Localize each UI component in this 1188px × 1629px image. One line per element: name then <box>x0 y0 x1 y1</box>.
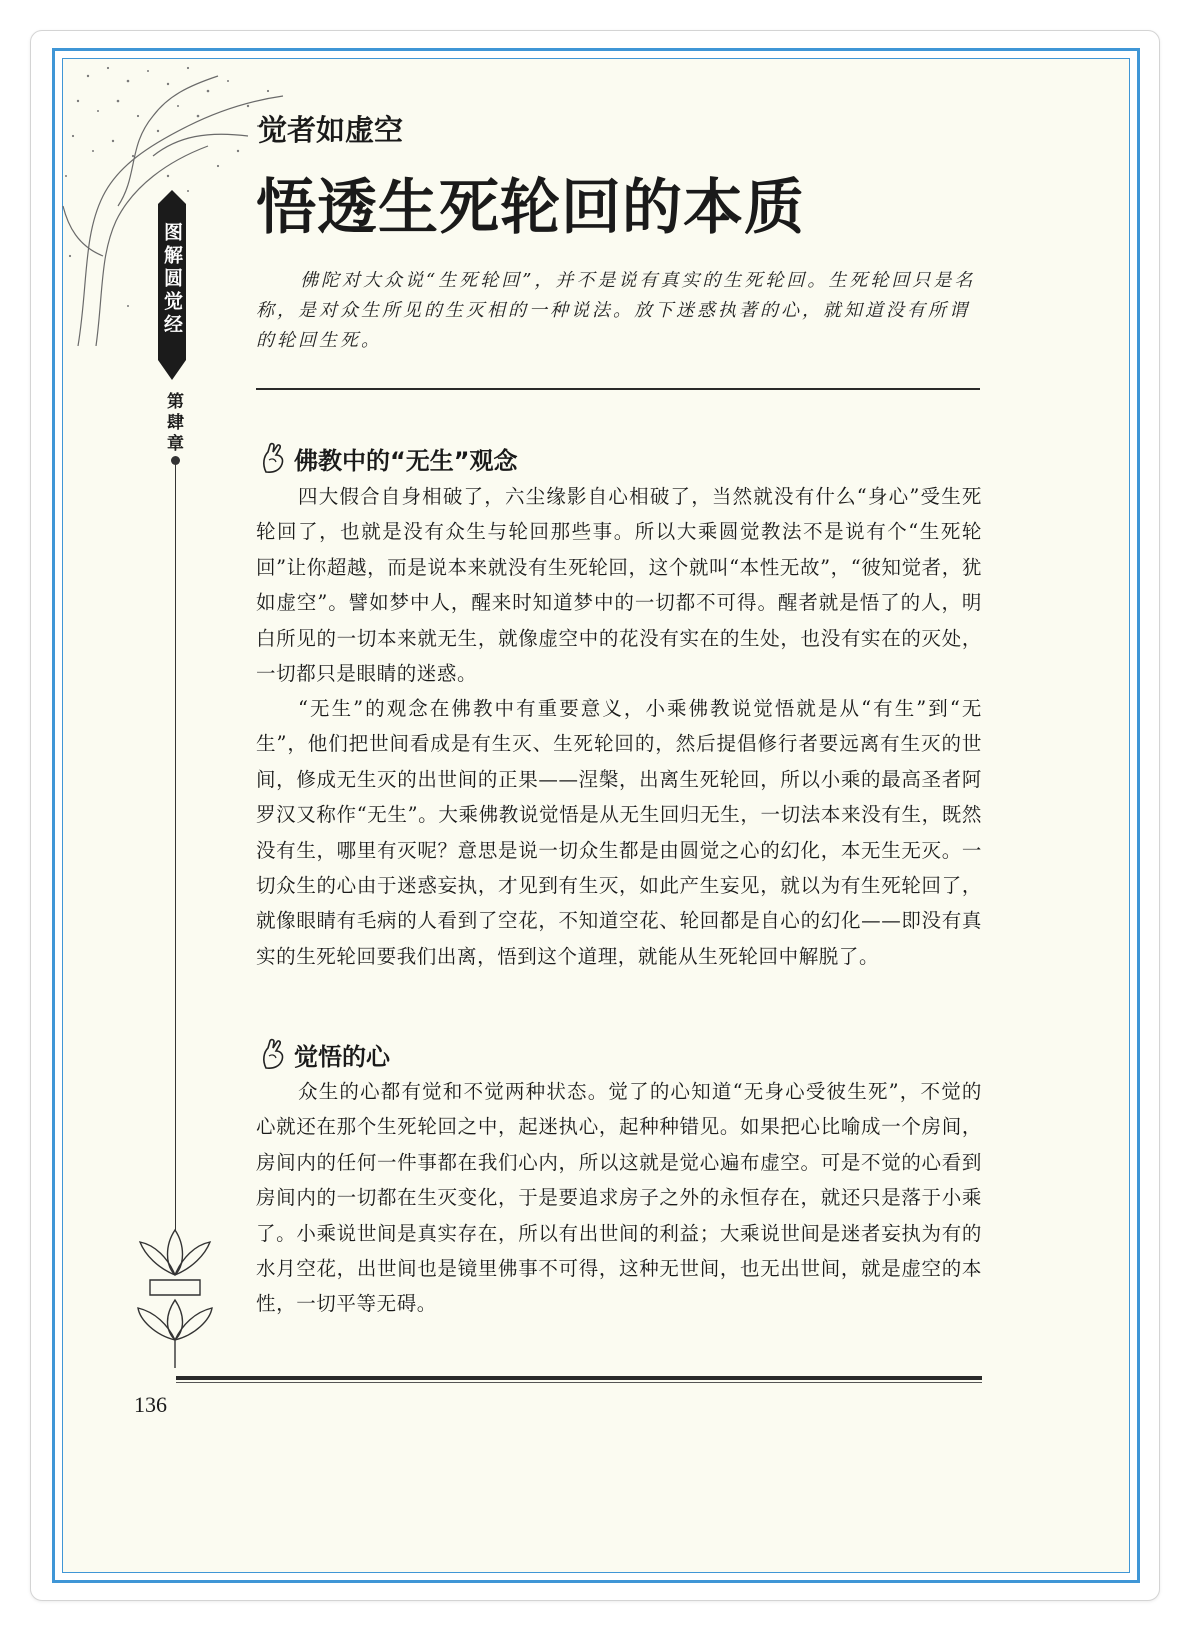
intro-paragraph: 佛陀对大众说“生死轮回”，并不是说有真实的生死轮回。生死轮回只是名称，是对众生所见的生灭相的一种说法。放下迷惑执著的心，就知道没有所谓的轮回生死。 <box>256 270 976 351</box>
divider <box>256 388 980 390</box>
hand-icon <box>258 442 288 474</box>
section-heading-text: 觉悟的心 <box>294 1042 390 1071</box>
sidebar-vertical-line <box>175 462 176 1230</box>
section-heading <box>258 1036 390 1072</box>
section-heading-text: 佛教中的“无生”观念 <box>294 446 518 475</box>
body-paragraph: 四大假合自身相破了，六尘缘影自心相破了，当然就没有什么“身心”受生死轮回了，也就是没有众生与轮回那些事。所以大乘圆觉教法不是说有个“生死轮回”让你超越，而是说本来就没有生死轮回，这个就叫“本性无故”，“彼知觉者，犹如虚空”。譬如梦中人，醒来时知道梦中的一切都不可得。醒者就是悟了的人，明白所见的一切本来就无生，就像虚空中的花没有实在的生处，也没有实在的灭处，一切都只是眼睛的迷惑。 <box>256 485 982 686</box>
body-paragraph: “无生”的观念在佛教中有重要意义，小乘佛教说觉悟就是从“有生”到“无生”，他们把世间看成是有生灭、生死轮回的，然后提倡修行者要远离有生灭的世间，修成无生灭的出世间的正果——涅槃，出离生死轮回，所以小乘的最高圣者阿罗汉又称作“无生”。大乘佛教说觉悟是从无生回归无生，一切法本来没有生，既然没有生，哪里有灭呢？意思是说一切众生都是由圆觉之心的幻化，本无生无灭。一切众生的心由于迷惑妄执，才见到有生灭，如此产生妄见，就以为有生死轮回了，就像眼睛有毛病的人看到了空花，不知道空花、轮回都是自心的幻化——即没有真实的生死轮回要我们出离，悟到这个道理，就能从生死轮回中解脱了。 <box>256 697 982 968</box>
hand-icon <box>258 1038 288 1070</box>
footer-rule <box>176 1376 982 1380</box>
page-number: 136 <box>134 1392 167 1417</box>
section-heading <box>258 440 518 476</box>
body-paragraph: 众生的心都有觉和不觉两种状态。觉了的心知道“无身心受彼生死”，不觉的心就还在那个生死轮回之中，起迷执心，起种种错见。如果把心比喻成一个房间，房间内的任何一件事都在我们心内，所以这就是觉心遍布虚空。可是不觉的心看到房间内的一切都在生灭变化，于是要追求房子之外的永恒存在，就还只是落于小乘了。小乘说世间是真实存在，所以有出世间的利益；大乘说世间是迷者妄执为有的水月空花，出世间也是镜里佛事不可得，这种无世间，也无出世间，就是虚空的本性，一切平等无碍。 <box>256 1080 982 1316</box>
lotus-icon <box>130 1220 220 1370</box>
footer-rule-thin <box>176 1382 982 1383</box>
chapter-label: 第肆章 <box>163 392 183 455</box>
page-title: 悟透生死轮回的本质 <box>256 173 805 243</box>
sidebar-book-title: 图解圆觉经 <box>161 222 183 337</box>
page-subtitle: 觉者如虚空 <box>258 113 404 147</box>
